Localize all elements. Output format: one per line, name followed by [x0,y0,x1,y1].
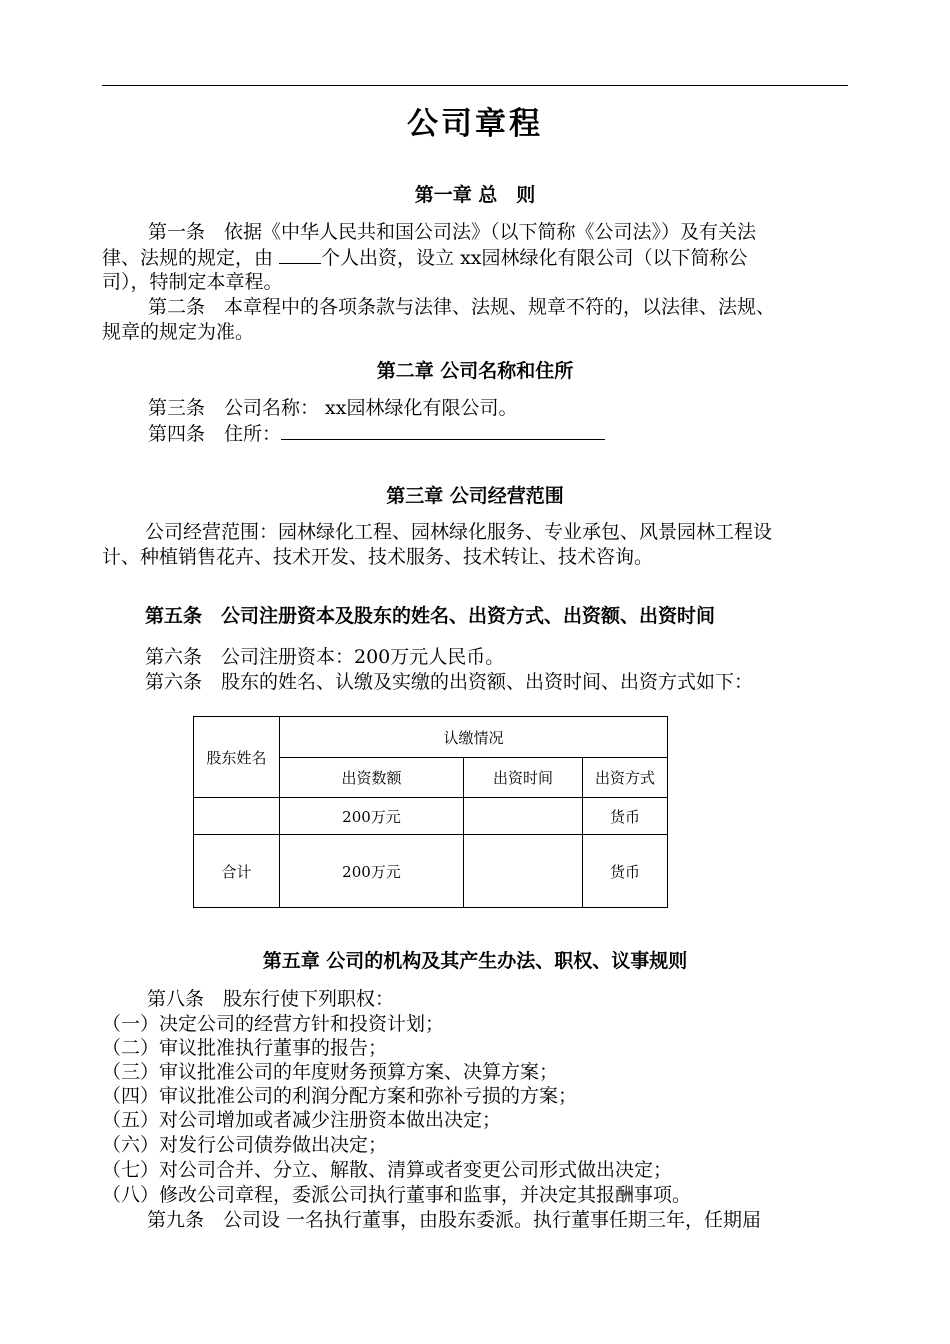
header-method: 出资方式 [583,758,668,798]
header-amount: 出资数额 [280,758,464,798]
total-time [464,835,583,908]
total-label: 合计 [194,835,280,908]
header-time: 出资时间 [464,758,583,798]
power-item-1: （一）决定公司的经营方针和投资计划； [102,1013,445,1035]
article-9: 第九条 公司设 一名执行董事，由股东委派。执行董事任期三年，任期届 [147,1209,762,1231]
chapter-2-heading: 第二章 公司名称和住所 [376,360,574,382]
article-3: 第三条 公司名称： xx园林绿化有限公司。 [148,397,518,419]
article-4-label: 第四条 住所： [148,423,282,445]
registered-capital: 第六条 公司注册资本：200万元人民币。 [145,646,505,668]
header-shareholder-name: 股东姓名 [194,717,280,798]
article-1-line-2a: 律、法规的规定，由 [102,247,280,269]
power-item-7: （七）对公司合并、分立、解散、清算或者变更公司形式做出决定； [102,1159,673,1181]
chapter-3-heading: 第三章 公司经营范围 [386,485,564,507]
header-subscription: 认缴情况 [280,717,668,758]
power-item-8: （八）修改公司章程，委派公司执行董事和监事，并决定其报酬事项。 [102,1184,692,1206]
document-title: 公司章程 [407,106,543,142]
shareholder-intro: 第六条 股东的姓名、认缴及实缴的出资额、出资时间、出资方式如下： [145,671,754,693]
article-4 [102,421,850,446]
address-blank [281,421,605,440]
shareholder-table [193,716,668,908]
power-item-5: （五）对公司增加或者减少注册资本做出决定； [102,1109,502,1131]
article-1-line-3: 司），特制定本章程。 [102,271,283,293]
chapter-1-heading: 第一章 总 则 [414,184,536,206]
article-1-line-2b: 个人出资，设立 xx园林绿化有限公司（以下简称公 [321,247,748,269]
scope-line-1: 公司经营范围：园林绿化工程、园林绿化服务、专业承包、风景园林工程设 [145,521,773,543]
scope-line-2: 计、种植销售花卉、技术开发、技术服务、技术转让、技术咨询。 [102,546,654,568]
article-1-line-1: 第一条 依据《中华人民共和国公司法》（以下简称《公司法》）及有关法 [148,221,757,243]
row1-amount: 200万元 [280,798,464,835]
article-2-line-2: 规章的规定为准。 [102,321,255,343]
power-item-2: （二）审议批准执行董事的报告； [102,1037,388,1059]
article-1-line-2 [102,245,850,270]
power-item-4: （四）审议批准公司的利润分配方案和弥补亏损的方案； [102,1085,578,1107]
investor-blank [279,245,321,264]
power-item-6: （六）对发行公司债券做出决定； [102,1134,388,1156]
row1-method: 货币 [583,798,668,835]
article-8: 第八条 股东行使下列职权： [147,988,395,1010]
article-2-line-1: 第二条 本章程中的各项条款与法律、法规、规章不符的，以法律、法规、 [148,296,776,318]
total-amount: 200万元 [280,835,464,908]
article-5-heading: 第五条 公司注册资本及股东的姓名、出资方式、出资额、出资时间 [145,605,716,627]
row1-time [464,798,583,835]
header-rule [102,85,848,86]
total-method: 货币 [583,835,668,908]
chapter-5-heading: 第五章 公司的机构及其产生办法、职权、议事规则 [262,950,688,972]
power-item-3: （三）审议批准公司的年度财务预算方案、决算方案； [102,1061,559,1083]
row1-name [194,798,280,835]
